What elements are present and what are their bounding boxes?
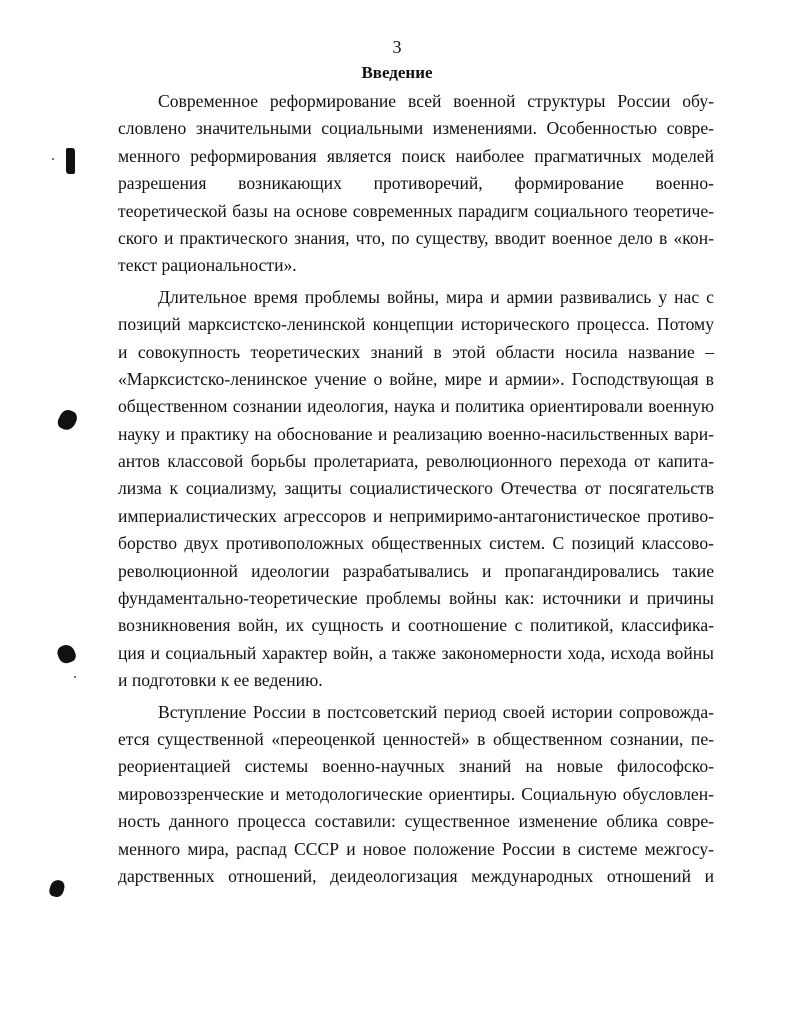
text-line: «Марксистско-ленинское учение о войне, мире и армии». Господствующая в [118, 368, 714, 389]
body-text [118, 88, 714, 890]
text-line: Вступление России в постсоветский период своей истории сопровожда- [158, 701, 714, 722]
text-line: ность данного процесса составили: существенное изменение облика совре- [118, 811, 714, 832]
scan-mark [66, 148, 75, 174]
text-line: ского и практического знания, что, по существу, вводит военное дело в «кон- [118, 227, 714, 248]
text-line: лизма к социализму, защиты социалистического Отечества от посягательств [118, 478, 714, 499]
text-line: словлено значительными социальными изменениями. Особенностью совре- [118, 118, 714, 139]
text-line: разрешения возникающих противоречий, формирование военно- [118, 173, 714, 194]
scan-speck [52, 158, 54, 160]
text-line: и подготовки к ее ведению. [118, 670, 323, 691]
text-line: и совокупность теоретических знаний в этой области носила название – [118, 341, 714, 362]
text-line: ция и социальный характер войн, а также закономерности хода, исхода войны [118, 642, 714, 663]
text-line: позиций марксистско-ленинской концепции исторического процесса. Потому [118, 314, 714, 335]
text-line: Современное реформирование всей военной структуры России обу- [158, 91, 714, 111]
text-line: менного мира, распад СССР и новое положение России в системе межгосу- [118, 838, 714, 859]
text-line: ется существенной «переоценкой ценностей» в общественном сознании, пе- [118, 728, 714, 749]
text-line: теоретической базы на основе современных парадигм социального теоретиче- [118, 200, 714, 221]
text-line: борство двух противоположных общественных систем. С позиций классово- [118, 533, 714, 554]
text-line: Длительное время проблемы войны, мира и армии развивались у нас с [158, 286, 714, 307]
text-line: империалистических агрессоров и непримиримо-антагонистическое противо- [118, 505, 714, 526]
scan-mark [55, 643, 77, 666]
paragraph-2 [118, 284, 714, 695]
text-line: науку и практику на обоснование и реализацию военно-насильственных вари- [118, 423, 714, 444]
section-heading: Введение [361, 63, 433, 82]
text-line: менного реформирования является поиск наиболее прагматичных моделей [118, 145, 714, 166]
text-line: возникновения войн, их сущность и соотношение с политикой, классифика- [118, 615, 714, 636]
text-line: фундаментально-теоретические проблемы войны как: источники и причины [118, 588, 714, 609]
text-line: революционной идеологии разрабатывались и пропагандировались такие [118, 560, 714, 581]
text-line: текст рациональности». [118, 255, 297, 276]
text-line: мировоззренческие и методологические ориентиры. Социальную обусловлен- [118, 783, 714, 804]
paragraph-3 [118, 699, 714, 891]
page-number: 3 [392, 37, 402, 57]
text-line: дарственных отношений, деидеологизация международных отношений и [118, 865, 714, 886]
text-line: реориентацией системы военно-научных знаний на новые философско- [118, 756, 714, 777]
paragraph-1 [118, 88, 714, 280]
scan-speck [74, 676, 76, 678]
text-line: антов классовой борьбы пролетариата, революционного перехода от капита- [118, 451, 714, 472]
scan-mark [48, 878, 66, 898]
text-line: общественном сознании идеология, наука и политика ориентировали военную [118, 396, 714, 417]
scan-mark [56, 407, 80, 432]
